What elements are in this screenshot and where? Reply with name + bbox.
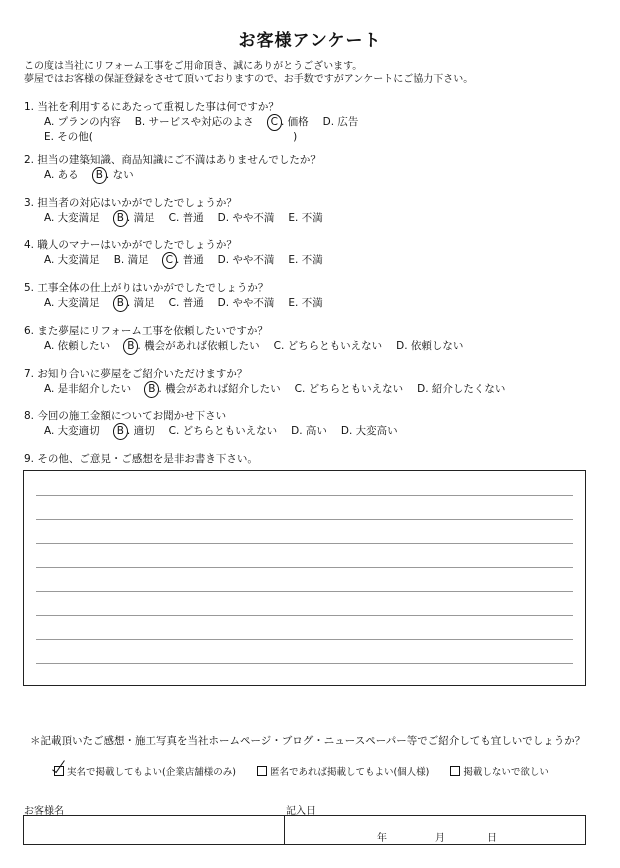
- answer-option[interactable]: B. 満足: [113, 254, 149, 266]
- answer-option[interactable]: A. 大変満足: [44, 254, 100, 266]
- date-month-unit: 月: [435, 833, 445, 844]
- answer-option[interactable]: D. 大変高い: [340, 425, 398, 437]
- comment-box[interactable]: [23, 470, 586, 686]
- question-8: [24, 409, 412, 439]
- date-day-unit: 日: [487, 833, 497, 844]
- answer-option[interactable]: A. 大変満足: [44, 212, 100, 224]
- answer-option[interactable]: C . 価格: [268, 115, 309, 130]
- choice-no-publish[interactable]: [450, 764, 549, 778]
- answer-option[interactable]: D. やや不満: [217, 212, 275, 224]
- question-9: [24, 452, 258, 467]
- question-2: [24, 153, 321, 183]
- answer-option[interactable]: A. ある: [44, 169, 79, 181]
- answer-options: [24, 115, 372, 130]
- answer-option[interactable]: E. 不満: [288, 212, 323, 224]
- checkbox-icon[interactable]: [257, 766, 267, 776]
- question-6-text: 6. また夢屋にリフォーム工事を依頼したいですか？: [24, 325, 268, 337]
- entry-date-label: 記入日: [286, 806, 316, 817]
- comment-line: [36, 615, 573, 616]
- answer-option[interactable]: C . 普通: [163, 253, 204, 268]
- permission-question: ＊記載頂いたご感想・施工写真を当社ホームページ・ブログ・ニュースペーパー等でご紹介しても宜しいでしょうか？: [30, 735, 586, 747]
- answer-options: [24, 211, 337, 226]
- checkbox-icon[interactable]: [54, 766, 64, 776]
- answer-option[interactable]: D. やや不満: [217, 254, 275, 266]
- comment-line: [36, 639, 573, 640]
- answer-options: [24, 382, 519, 397]
- question-3-text: 3. 担当者の対応はいかがでしたでしょうか？: [24, 197, 237, 209]
- answer-option[interactable]: C. 普通: [168, 297, 204, 309]
- answer-option[interactable]: C. どちらともいえない: [168, 425, 278, 437]
- answer-option[interactable]: D. 紹介したくない: [417, 383, 506, 395]
- question-4: [24, 238, 337, 268]
- choice-anonymous[interactable]: [257, 764, 429, 778]
- question-3: [24, 196, 337, 226]
- question-7-text: 7. お知り合いに夢屋をご紹介いただけますか？: [24, 368, 248, 380]
- answer-option[interactable]: D. 広告: [322, 116, 359, 128]
- answer-option[interactable]: D. 高い: [291, 425, 327, 437]
- answer-option[interactable]: A. 是非紹介したい: [44, 383, 132, 395]
- answer-options: [24, 253, 337, 268]
- comment-line: [36, 543, 573, 544]
- question-7: [24, 367, 519, 397]
- permission-choices: [54, 764, 567, 778]
- answer-option[interactable]: A. プランの内容: [44, 116, 121, 128]
- answer-option-other[interactable]: E. その他( ): [44, 131, 298, 143]
- question-6: [24, 324, 477, 354]
- choice-label: 匿名であれば掲載してもよい(個人様): [269, 767, 430, 778]
- comment-line: [36, 567, 573, 568]
- answer-option[interactable]: A. 依頼したい: [44, 340, 111, 352]
- answer-option[interactable]: A. 大変満足: [44, 297, 100, 309]
- answer-option[interactable]: B . 満足: [114, 211, 155, 226]
- answer-option[interactable]: B. サービスや対応のよさ: [134, 116, 254, 128]
- customer-name-field[interactable]: [23, 815, 285, 845]
- question-2-text: 2. 担当の建築知識、商品知識にご不満はありませんでしたか？: [24, 154, 321, 166]
- entry-date-field[interactable]: [284, 815, 586, 845]
- question-1: [24, 100, 372, 145]
- intro-text: [24, 60, 473, 86]
- answer-options: [24, 296, 337, 311]
- choice-label: 掲載しないで欲しい: [463, 767, 549, 778]
- answer-option[interactable]: B . 機会があれば紹介したい: [145, 382, 280, 397]
- question-5-text: 5. 工事全体の仕上がりはいかがでしたでしょうか？: [24, 282, 269, 294]
- comment-line: [36, 495, 573, 496]
- answer-option[interactable]: B . 機会があれば依頼したい: [124, 339, 259, 354]
- comment-line: [36, 519, 573, 520]
- answer-option[interactable]: E. 不満: [288, 297, 323, 309]
- comment-line: [36, 591, 573, 592]
- question-9-text: 9. その他、ご意見・ご感想を是非お書き下さい。: [24, 453, 258, 465]
- comment-line: [36, 663, 573, 664]
- answer-options: [24, 424, 412, 439]
- question-5: [24, 281, 337, 311]
- choice-label: 実名で掲載してもよい(企業店舗様のみ): [67, 767, 236, 778]
- date-year-unit: 年: [377, 833, 387, 844]
- page-title: お客様アンケート: [238, 31, 382, 51]
- answer-option[interactable]: D. やや不満: [217, 297, 275, 309]
- answer-option[interactable]: C. どちらともいえない: [294, 383, 404, 395]
- answer-options: [24, 339, 477, 354]
- answer-option[interactable]: E. 不満: [288, 254, 323, 266]
- answer-option[interactable]: D. 依頼しない: [396, 340, 464, 352]
- answer-option[interactable]: C. 普通: [168, 212, 204, 224]
- answer-option[interactable]: C. どちらともいえない: [273, 340, 383, 352]
- intro-line-1: この度は当社にリフォーム工事をご用命頂き、誠にありがとうございます。: [24, 61, 363, 72]
- answer-options: [24, 168, 321, 183]
- answer-option[interactable]: B . ない: [93, 168, 134, 183]
- customer-name-label: お客様名: [24, 806, 64, 817]
- checkbox-icon[interactable]: [450, 766, 460, 776]
- answer-option[interactable]: B . 適切: [114, 424, 155, 439]
- question-4-text: 4. 職人のマナーはいかがでしたでしょうか？: [24, 239, 237, 251]
- question-1-text: 1. 当社を利用するにあたって重視した事は何ですか？: [24, 101, 279, 113]
- answer-option[interactable]: B . 満足: [114, 296, 155, 311]
- answer-option[interactable]: A. 大変適切: [44, 425, 100, 437]
- choice-real-name[interactable]: [54, 764, 236, 778]
- intro-line-2: 夢屋ではお客様の保証登録をさせて頂いておりますので、お手数ですがアンケートにご協力下さい。: [24, 74, 474, 85]
- question-8-text: 8. 今回の施工金額についてお聞かせ下さい: [24, 410, 227, 422]
